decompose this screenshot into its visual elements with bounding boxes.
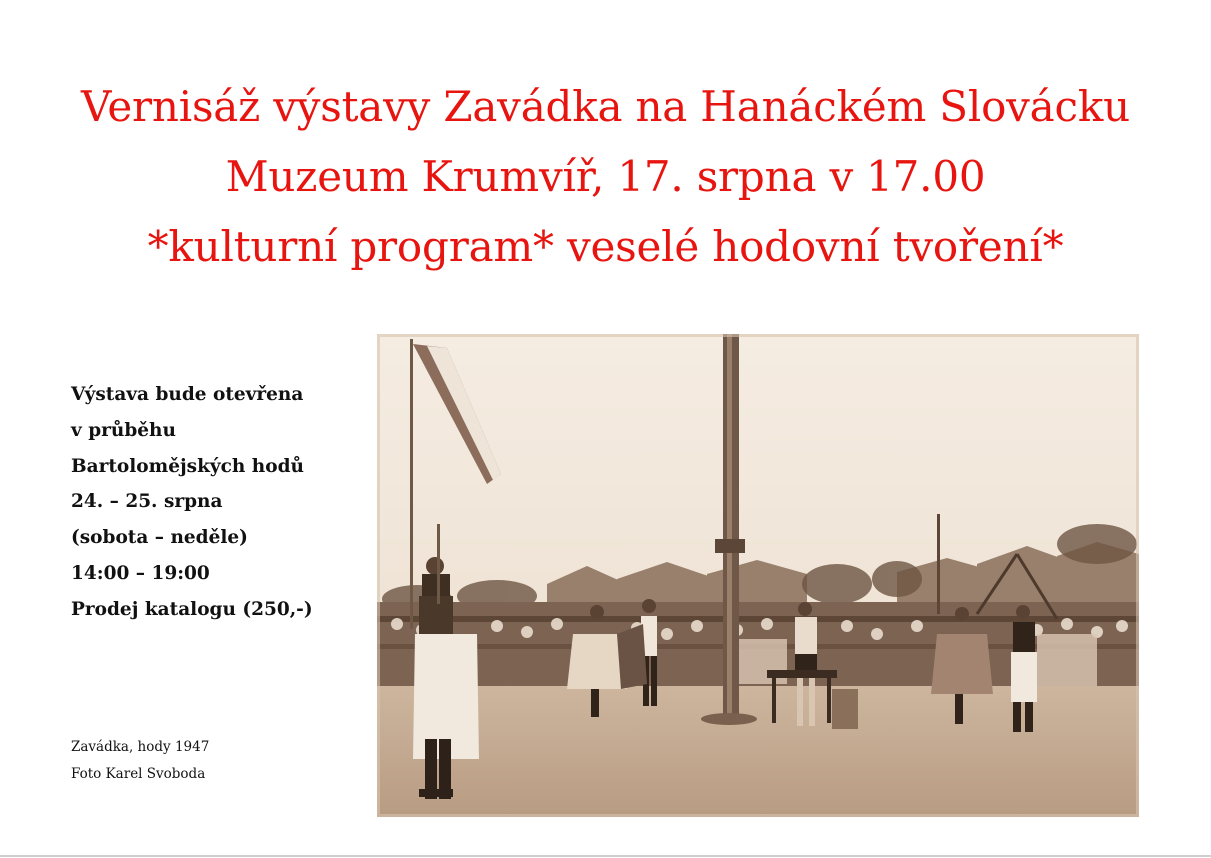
historic-photo xyxy=(377,334,1139,817)
historic-photo-illustration xyxy=(377,334,1139,817)
info-line-dates: 24. – 25. srpna xyxy=(71,491,223,513)
headline-venue-date: Muzeum Krumvíř, 17. srpna v 17.00 xyxy=(225,152,986,201)
caption-photographer: Foto Karel Svoboda xyxy=(71,766,206,782)
invitation-headline xyxy=(0,72,1211,282)
info-line-days: (sobota – neděle) xyxy=(71,527,248,549)
info-line-catalogue: Prodej katalogu (250,-) xyxy=(71,598,313,620)
exhibition-info xyxy=(71,377,371,628)
info-line-hours: 14:00 – 19:00 xyxy=(71,562,210,584)
info-line-feast: Bartolomějských hodů xyxy=(71,455,304,477)
info-line-during: v průběhu xyxy=(71,419,176,441)
headline-title: Vernisáž výstavy Zavádka na Hanáckém Slovácku xyxy=(81,82,1130,131)
headline-program: *kulturní program* veselé hodovní tvoření* xyxy=(147,222,1064,271)
photo-caption xyxy=(71,734,351,788)
caption-place-year: Zavádka, hody 1947 xyxy=(71,739,210,755)
info-line-open: Výstava bude otevřena xyxy=(71,384,304,405)
page-bottom-rule xyxy=(0,855,1211,857)
